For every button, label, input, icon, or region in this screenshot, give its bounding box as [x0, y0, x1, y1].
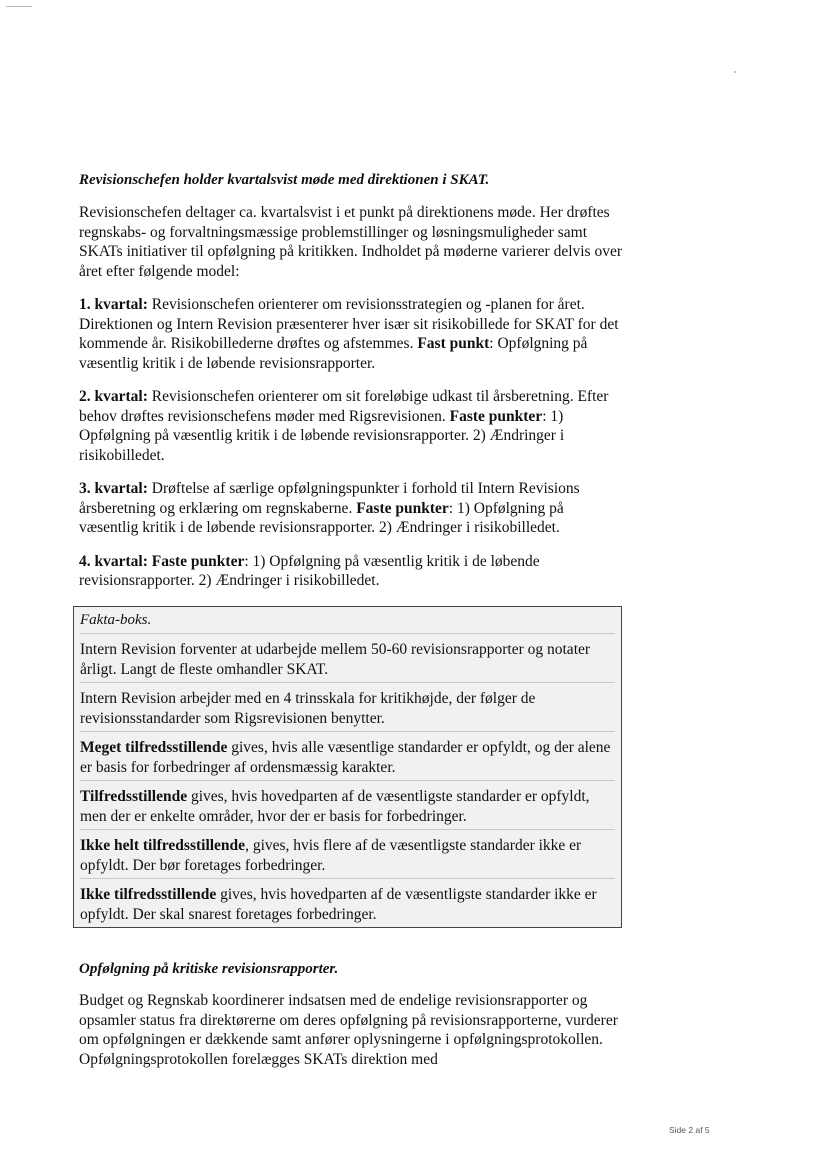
fakta-box-title: Fakta-boks.: [80, 611, 615, 634]
quarter-2-paragraph: 2. kvartal: Revisionschefen orienterer om sit foreløbige udkast til årsberetning. Efter behov drøftes revisionschefens møder med Rigsrevisionen. Faste punkter: 1) Opfølgning på væsentlig kritik i de løbende revisionsrapporter. 2) Ændringer i risikobilledet.: [79, 388, 609, 464]
fakta-box: [73, 606, 622, 928]
fakta-item: Ikke tilfredsstillende gives, hvis hovedparten af de væsentligste standarder ikke er opfyldt. Der skal snarest foretages forbedringer.: [80, 886, 597, 923]
fakta-item: Intern Revision forventer at udarbejde mellem 50-60 revisionsrapporter og notater årligt. Langt de fleste omhandler SKAT.: [80, 640, 615, 683]
intro-paragraph: Revisionschefen deltager ca. kvartalsvist i et punkt på direktionens møde. Her drøftes regnskabs- og forvaltningsmæssige problemstillinger og løsningsmuligheder samt SKATs initiativer til opfølgning på kritikken. Indholdet på møderne varierer delvis over året efter følgende model:: [79, 204, 623, 280]
quarter-3-paragraph: 3. kvartal: Drøftelse af særlige opfølgningspunkter i forhold til Intern Revisions årsberetning og erklæring om regnskaberne. Faste punkter: 1) Opfølgning på væsentlig kritik i de løbende revisionsrapporter. 2) Ændringer i risikobilledet.: [79, 480, 580, 536]
quarter-1-paragraph: 1. kvartal: Revisionschefen orienterer om revisionsstrategien og -planen for året. Direktionen og Intern Revision præsenterer hver især sit risikobillede for SKAT for det kommende år. Risikobillederne drøftes og afstemmes. Fast punkt: Opfølgning på væsentlig kritik i de løbende revisionsrapporter.: [79, 296, 619, 372]
section-quarterly-meetings: [79, 171, 627, 605]
fakta-rating-label: Tilfredsstillende: [80, 788, 188, 805]
quarter-4-paragraph: 4. kvartal: Faste punkter: 1) Opfølgning på væsentlig kritik i de løbende revisionsrapporter. 2) Ændringer i risikobilledet.: [79, 552, 540, 589]
fakta-item: Ikke helt tilfredsstillende, gives, hvis flere af de væsentligste standarder ikke er opfyldt. Der bør foretages forbedringer.: [80, 836, 615, 879]
section-followup: [79, 960, 627, 1069]
fakta-item: Intern Revision arbejder med en 4 trinsskala for kritikhøjde, der følger de revisionsstandarder som Rigsrevisionen benytter.: [80, 689, 615, 732]
fakta-rating-label: Ikke helt tilfredsstillende: [80, 837, 246, 854]
quarter-4-label: 4. kvartal:: [79, 552, 148, 570]
fakta-rating-label: Meget tilfredsstillende: [80, 739, 228, 756]
fakta-rating-label: Ikke tilfredsstillende: [80, 886, 217, 903]
page-number: Side 2 af 5: [669, 1125, 710, 1135]
fakta-item: Meget tilfredsstillende gives, hvis alle væsentlige standarder er opfyldt, og der alene er basis for forbedringer af ordensmæssig karakter.: [80, 738, 615, 781]
fakta-item: Tilfredsstillende gives, hvis hovedparten af de væsentligste standarder er opfyldt, men der er enkelte områder, hvor der er basis for forbedringer.: [80, 787, 615, 830]
quarter-1-label: 1. kvartal:: [79, 296, 148, 313]
scan-dot: [734, 71, 736, 73]
section-heading: Revisionschefen holder kvartalsvist møde med direktionen i SKAT.: [79, 172, 490, 188]
quarter-2-label: 2. kvartal:: [79, 388, 148, 405]
scan-artifact: [6, 6, 32, 7]
section-heading: Opfølgning på kritiske revisionsrapporter.: [79, 961, 339, 977]
quarter-3-label: 3. kvartal:: [79, 480, 148, 497]
followup-paragraph: Budget og Regnskab koordinerer indsatsen med de endelige revisionsrapporter og opsamler status fra direktørerne om deres opfølgning på revisionsrapporterne, vurderer om opfølgningen er dækkende samt anfører oplysningerne i opfølgningsprotokollen. Opfølgningsprotokollen forelægges SKATs direktion med: [79, 992, 618, 1068]
